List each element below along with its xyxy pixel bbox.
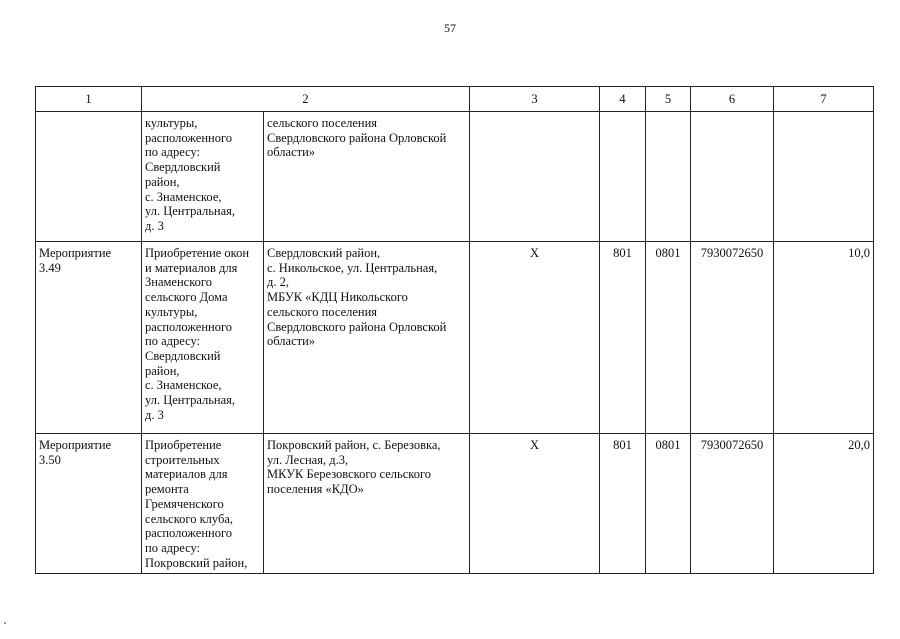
col7-cell: 10,0 [774,242,874,434]
col7-cell [774,112,874,242]
activity-cell: Мероприятие 3.50 [36,434,142,574]
col4-cell: 801 [600,242,646,434]
description-cell: культуры, расположенного по адресу: Свердловский район, с. Знаменское, ул. Центральная, д. 3 [142,112,264,242]
col6-cell: 7930072650 [691,242,774,434]
column-header: 1 [36,87,142,112]
table-header [36,87,874,112]
column-header: 5 [646,87,691,112]
column-header: 3 [470,87,600,112]
col3-cell [470,112,600,242]
col5-cell: 0801 [646,434,691,574]
col4-cell: 801 [600,434,646,574]
col3-cell: Х [470,242,600,434]
description-cell: Приобретение окон и материалов для Знаменского сельского Дома культуры, расположенного по адресу: Свердловский район, с. Знаменское, ул. Центральная, д. 3 [142,242,264,434]
col6-cell: 7930072650 [691,434,774,574]
col7-cell: 20,0 [774,434,874,574]
scan-dot [4,622,6,624]
col3-cell: Х [470,434,600,574]
activity-cell: Мероприятие 3.49 [36,242,142,434]
col5-cell: 0801 [646,242,691,434]
recipient-cell: сельского поселения Свердловского района Орловской области» [264,112,470,242]
recipient-cell: Свердловский район, с. Никольское, ул. Центральная, д. 2, МБУК «КДЦ Никольского сельского поселения Свердловского района Орловской области» [264,242,470,434]
column-header: 2 [142,87,470,112]
col6-cell [691,112,774,242]
col5-cell [646,112,691,242]
recipient-cell: Покровский район, с. Березовка, ул. Лесная, д.3, МКУК Березовского сельского поселения «КДО» [264,434,470,574]
column-header: 4 [600,87,646,112]
description-cell: Приобретение строительных материалов для ремонта Гремяченского сельского клуба, расположенного по адресу: Покровский район, [142,434,264,574]
table-row [36,242,874,434]
activity-cell [36,112,142,242]
column-header: 6 [691,87,774,112]
page-number: 57 [444,21,456,35]
table-row [36,434,874,574]
column-header: 7 [774,87,874,112]
budget-table [35,86,874,574]
col4-cell [600,112,646,242]
table-row [36,112,874,242]
